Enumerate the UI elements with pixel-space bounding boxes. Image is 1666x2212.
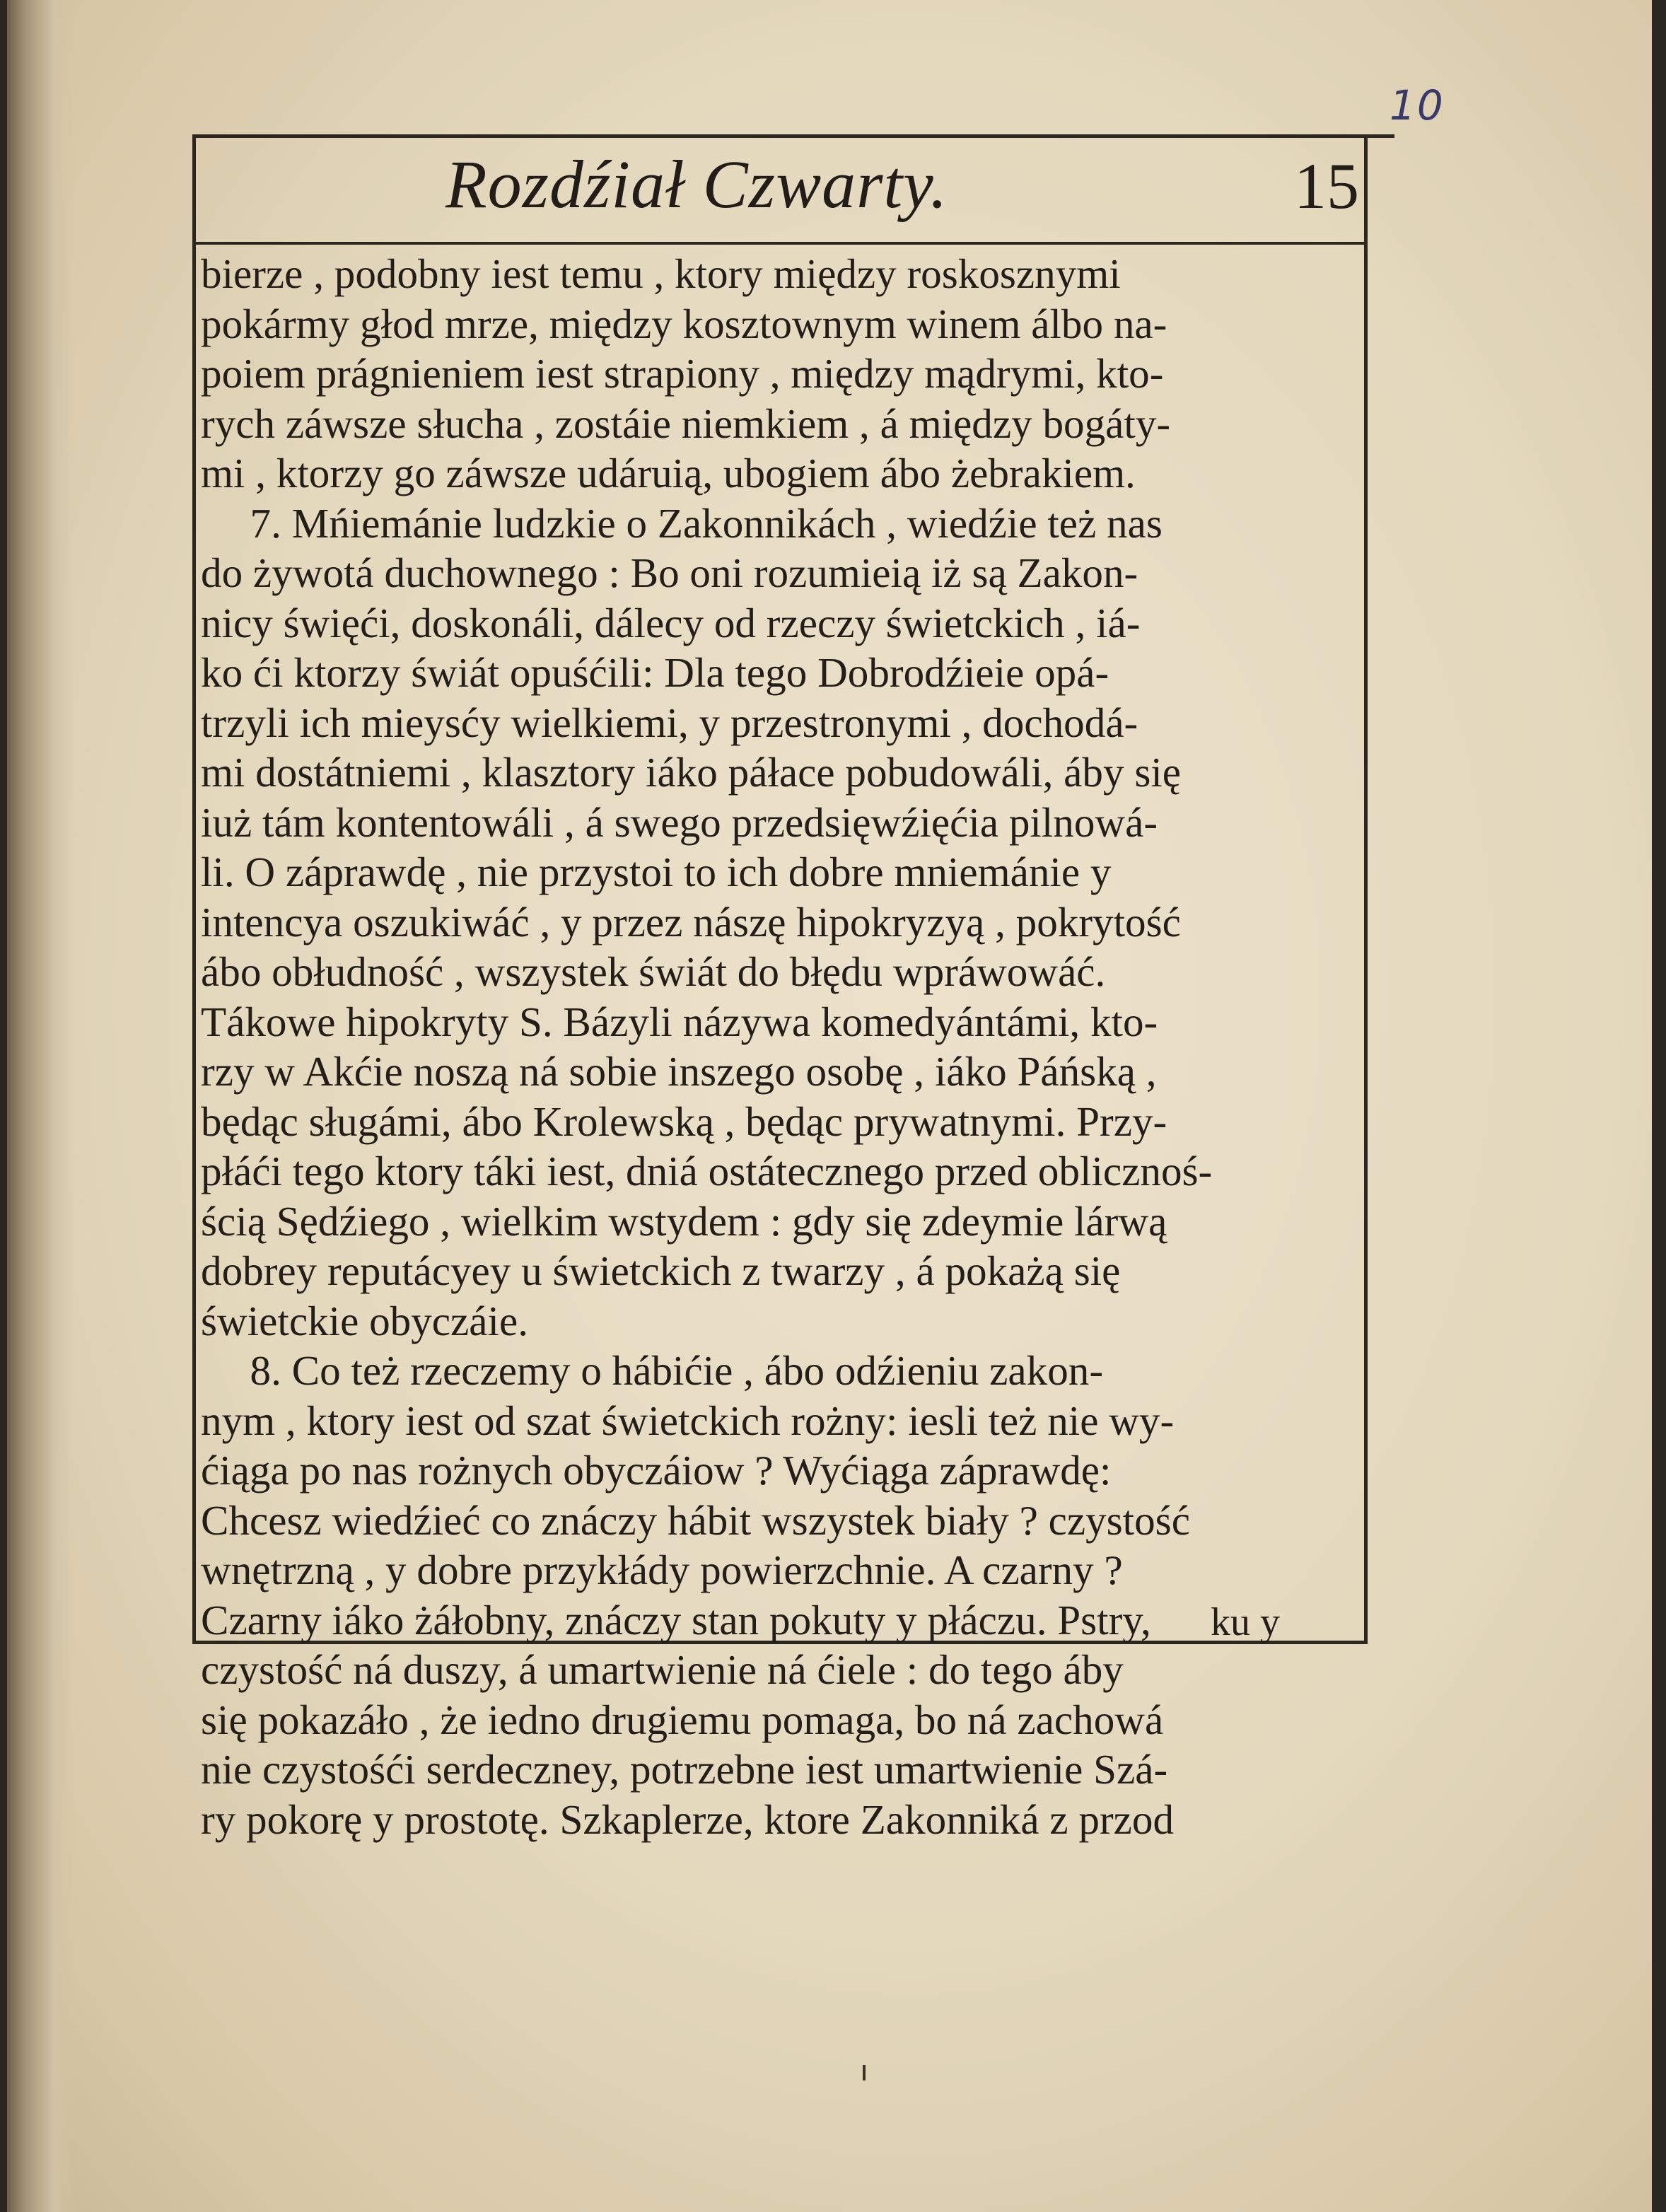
text-line: ábo obłudność , wszystek świát do błędu wpráwowáć. xyxy=(201,948,1106,995)
text-line: czystość ná duszy, á umartwienie ná ćiele : do tego áby xyxy=(201,1646,1124,1693)
header-rule xyxy=(192,242,1368,245)
text-line: do żywotá duchownego : Bo oni rozumieią iż są Zakon- xyxy=(201,549,1138,596)
text-line: Chcesz wiedźieć co znáczy hábit wszystek biały ? czystość xyxy=(201,1496,1190,1544)
body-text xyxy=(201,249,1353,1844)
text-line: intencya oszukiwáć , y przez nászę hipokryzyą , pokrytość xyxy=(201,898,1181,945)
text-line: pokármy głod mrze, między kosztownym winem álbo na- xyxy=(201,300,1167,347)
text-line: rych záwsze słucha , zostáie niemkiem , á między bogáty- xyxy=(201,400,1171,447)
text-line: poiem prágnieniem iest strapiony , między mądrymi, kto- xyxy=(201,350,1164,397)
text-line: ry pokorę y prostotę. Szkaplerze, ktore Zakonniká z przod xyxy=(201,1795,1175,1843)
text-line: trzyli ich mieysćy wielkiemi, y przestronymi , dochodá- xyxy=(201,699,1138,746)
paragraph-start-line: 8. Co też rzeczemy o hábićie , ábo odźieniu zakon- xyxy=(250,1347,1104,1394)
text-line: mi , ktorzy go záwsze udáruią, ubogiem ábo żebrakiem. xyxy=(201,450,1136,496)
running-head-title: Rozdźiał Czwarty. xyxy=(445,146,948,222)
text-line: się pokazáło , że iedno drugiemu pomaga, bo ná zachowá xyxy=(201,1696,1164,1743)
text-line: li. O záprawdę , nie przystoi to ich dobre mniemánie y xyxy=(201,849,1112,895)
text-line: ćiąga po nas rożnych obyczáiow ? Wyćiąga záprawdę: xyxy=(201,1447,1112,1494)
text-line: ko ći ktorzy świát opuśćili: Dla tego Dobrodźieie opá- xyxy=(201,649,1109,696)
catchword: ku y xyxy=(1211,1600,1280,1644)
page-gutter-shadow xyxy=(7,0,74,2212)
text-line: Czarny iáko żáłobny, znáczy stan pokuty y płáczu. Pstry, xyxy=(201,1596,1151,1643)
text-line: dobrey reputácyey u świetckich z twarzy , á pokażą się xyxy=(201,1247,1121,1294)
text-line: Tákowe hipokryty S. Bázyli názywa komedyántámi, kto- xyxy=(201,998,1158,1045)
paper-mark xyxy=(863,2065,866,2080)
text-line: iuż tám kontentowáli , á swego przedsięwźięćia pilnowá- xyxy=(201,798,1158,846)
text-line: mi dostátniemi , klasztory iáko páłace pobudowáli, áby się xyxy=(201,749,1182,796)
paragraph-start-line: 7. Mńiemánie ludzkie o Zakonnikách , wiedźie też nas xyxy=(250,499,1163,547)
text-line: rzy w Akćie noszą ná sobie inszego osobę , iáko Páńską , xyxy=(201,1048,1157,1095)
text-line: ścią Sędźiego , wielkim wstydem : gdy się zdeymie lárwą xyxy=(201,1197,1167,1245)
book-page xyxy=(7,0,1652,2212)
text-line: płáći tego ktory táki iest, dniá ostátecznego przed oblicznoś- xyxy=(201,1148,1213,1194)
page-number: 15 xyxy=(1294,150,1359,222)
text-line: nicy święći, doskonáli, dálecy od rzeczy świetckich , iá- xyxy=(201,599,1141,646)
text-line: nym , ktory iest od szat świetckich rożny: iesli też nie wy- xyxy=(201,1397,1175,1444)
text-line: bierze , podobny iest temu , ktory między roskosznymi xyxy=(201,250,1121,297)
text-line: nie czystośći serdeczney, potrzebne iest umartwienie Szá- xyxy=(201,1746,1168,1793)
paragraph-end-line: świetckie obyczáie. xyxy=(201,1297,529,1344)
handwritten-folio-number: 10 xyxy=(1390,81,1445,129)
text-line: wnętrzną , y dobre przykłády powierzchnie. A czarny ? xyxy=(201,1547,1123,1593)
text-line: będąc sługámi, ábo Krolewską , będąc prywatnymi. Przy- xyxy=(201,1098,1167,1145)
